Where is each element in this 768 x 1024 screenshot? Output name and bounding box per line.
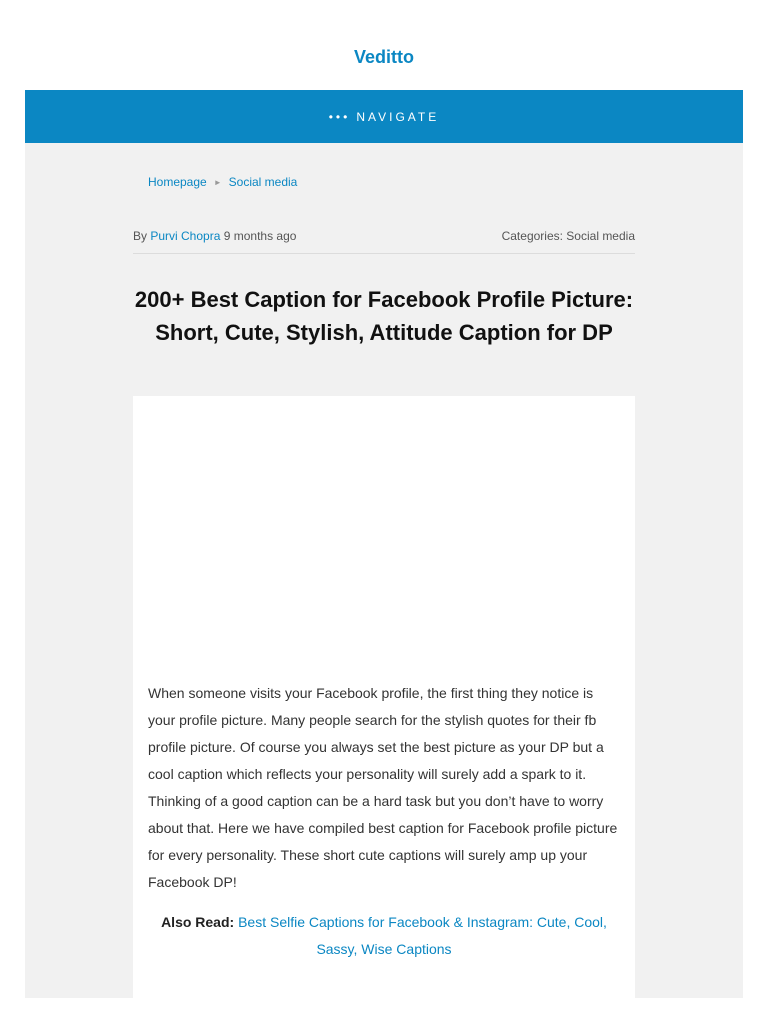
post-meta <box>133 229 635 254</box>
also-read-link[interactable]: Best Selfie Captions for Facebook & Instagram: Cute, Cool, Sassy, Wise Captions <box>238 914 607 957</box>
author-line <box>133 229 296 243</box>
author-link[interactable]: Purvi Chopra <box>150 229 224 243</box>
categories-line <box>502 229 635 243</box>
breadcrumb-home-link[interactable]: Homepage <box>148 175 207 189</box>
article-card <box>133 396 635 998</box>
breadcrumb <box>148 175 297 189</box>
also-read-label: Also Read: <box>161 914 239 930</box>
by-label: By <box>133 229 151 243</box>
article-intro: When someone visits your Facebook profile, the first thing they notice is your profile picture. Many people search for the stylish quotes for their fb profile picture. Of course you always set the best picture as your DP but a cool caption which reflects your personality will surely add a spark to it. Thinking of a good caption can be a hard task but you don’t have to worry about that. Here we have compiled best caption for Facebook profile picture for every personality. These short cute captions will surely amp up your Facebook DP! <box>148 685 618 890</box>
site-title-link[interactable]: Veditto <box>353 47 414 67</box>
category-link[interactable]: Social media <box>566 229 635 243</box>
post-title: 200+ Best Caption for Facebook Profile Picture: Short, Cute, Stylish, Attitude Caption for DP <box>134 287 634 345</box>
post-time: 9 months ago <box>223 229 297 243</box>
main-content <box>25 143 743 998</box>
also-read <box>148 909 620 963</box>
navigate-menu-button[interactable] <box>25 90 743 143</box>
categories-label: Categories: <box>501 229 567 243</box>
breadcrumb-arrow-icon: ► <box>213 177 222 187</box>
navigate-label: NAVIGATE <box>356 109 440 124</box>
menu-dots-icon: ••• <box>328 109 351 124</box>
breadcrumb-category-link[interactable]: Social media <box>228 175 298 189</box>
